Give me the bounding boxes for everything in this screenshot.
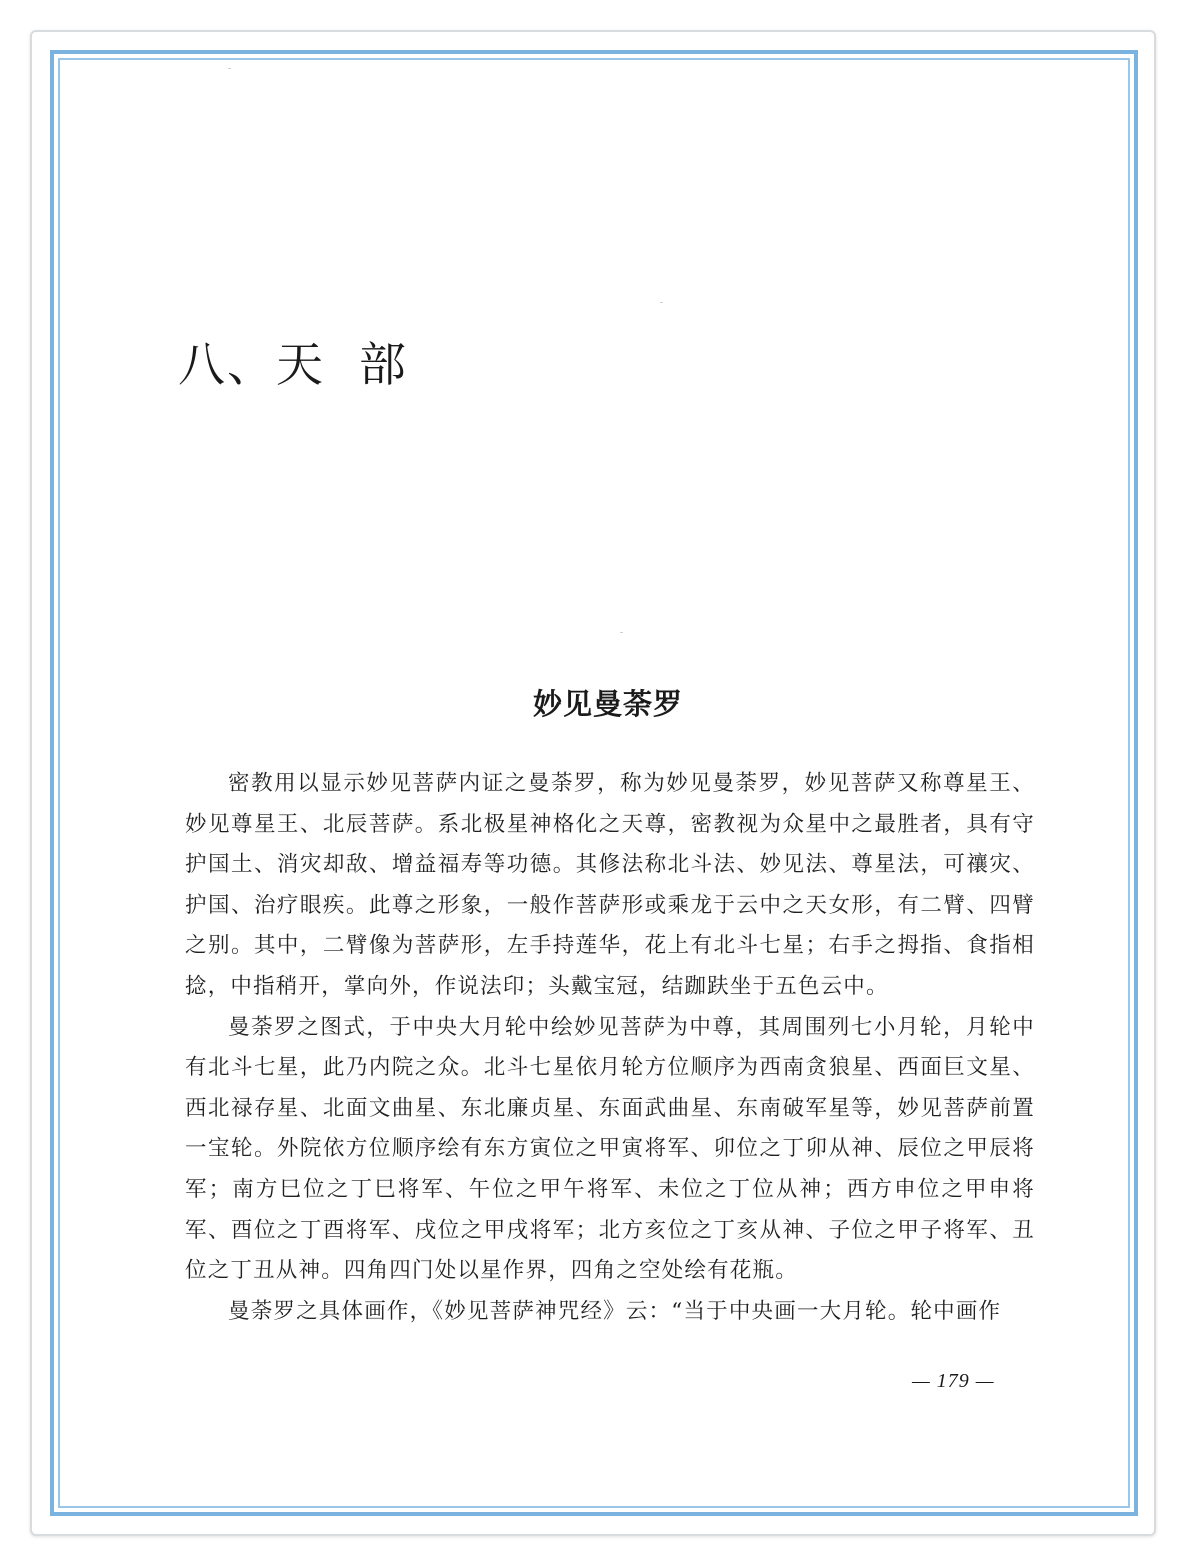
body-paragraph: 曼荼罗之具体画作，《妙见菩萨神咒经》云：“当于中央画一大月轮。轮中画作	[228, 1298, 1002, 1324]
body-paragraph: 密教用以显示妙见菩萨内证之曼荼罗，称为妙见曼荼罗，妙见菩萨又称尊星王、妙见尊星王、北辰菩萨。系北极星神格化之天尊，密教视为众星中之最胜者，具有守护国土、消灾却敌、增益福寿等功德。其修法称北斗法、妙见法、尊星法，可禳灾、护国、治疗眼疾。此尊之形象，一般作菩萨形或乘龙于云中之天女形，有二臂、四臂之别。其中，二臂像为菩萨形，左手持莲华，花上有北斗七星；右手之拇指、食指相捻，中指稍开，掌向外，作说法印；头戴宝冠，结跏趺坐于五色云中。	[185, 771, 1035, 999]
page-content	[60, 60, 1128, 1506]
page-number: — 179 —	[912, 1370, 995, 1392]
section-title: 八、天 部	[178, 338, 408, 393]
body-paragraph: 曼荼罗之图式，于中央大月轮中绘妙见菩萨为中尊，其周围列七小月轮，月轮中有北斗七星，此乃内院之众。北斗七星依月轮方位顺序为西南贪狼星、西面巨文星、西北禄存星、北面文曲星、东北廉贞星、东面武曲星、东南破军星等，妙见菩萨前置一宝轮。外院依方位顺序绘有东方寅位之甲寅将军、卯位之丁卯从神、辰位之甲辰将军；南方巳位之丁巳将军、午位之甲午将军、未位之丁位从神；西方申位之甲申将军、酉位之丁酉将军、戌位之甲戌将军；北方亥位之丁亥从神、子位之甲子将军、丑位之丁丑从神。四角四门处以星作界，四角之空处绘有花瓶。	[185, 1014, 1035, 1284]
article-body	[185, 764, 1035, 1332]
article-title: 妙见曼荼罗	[532, 687, 683, 721]
